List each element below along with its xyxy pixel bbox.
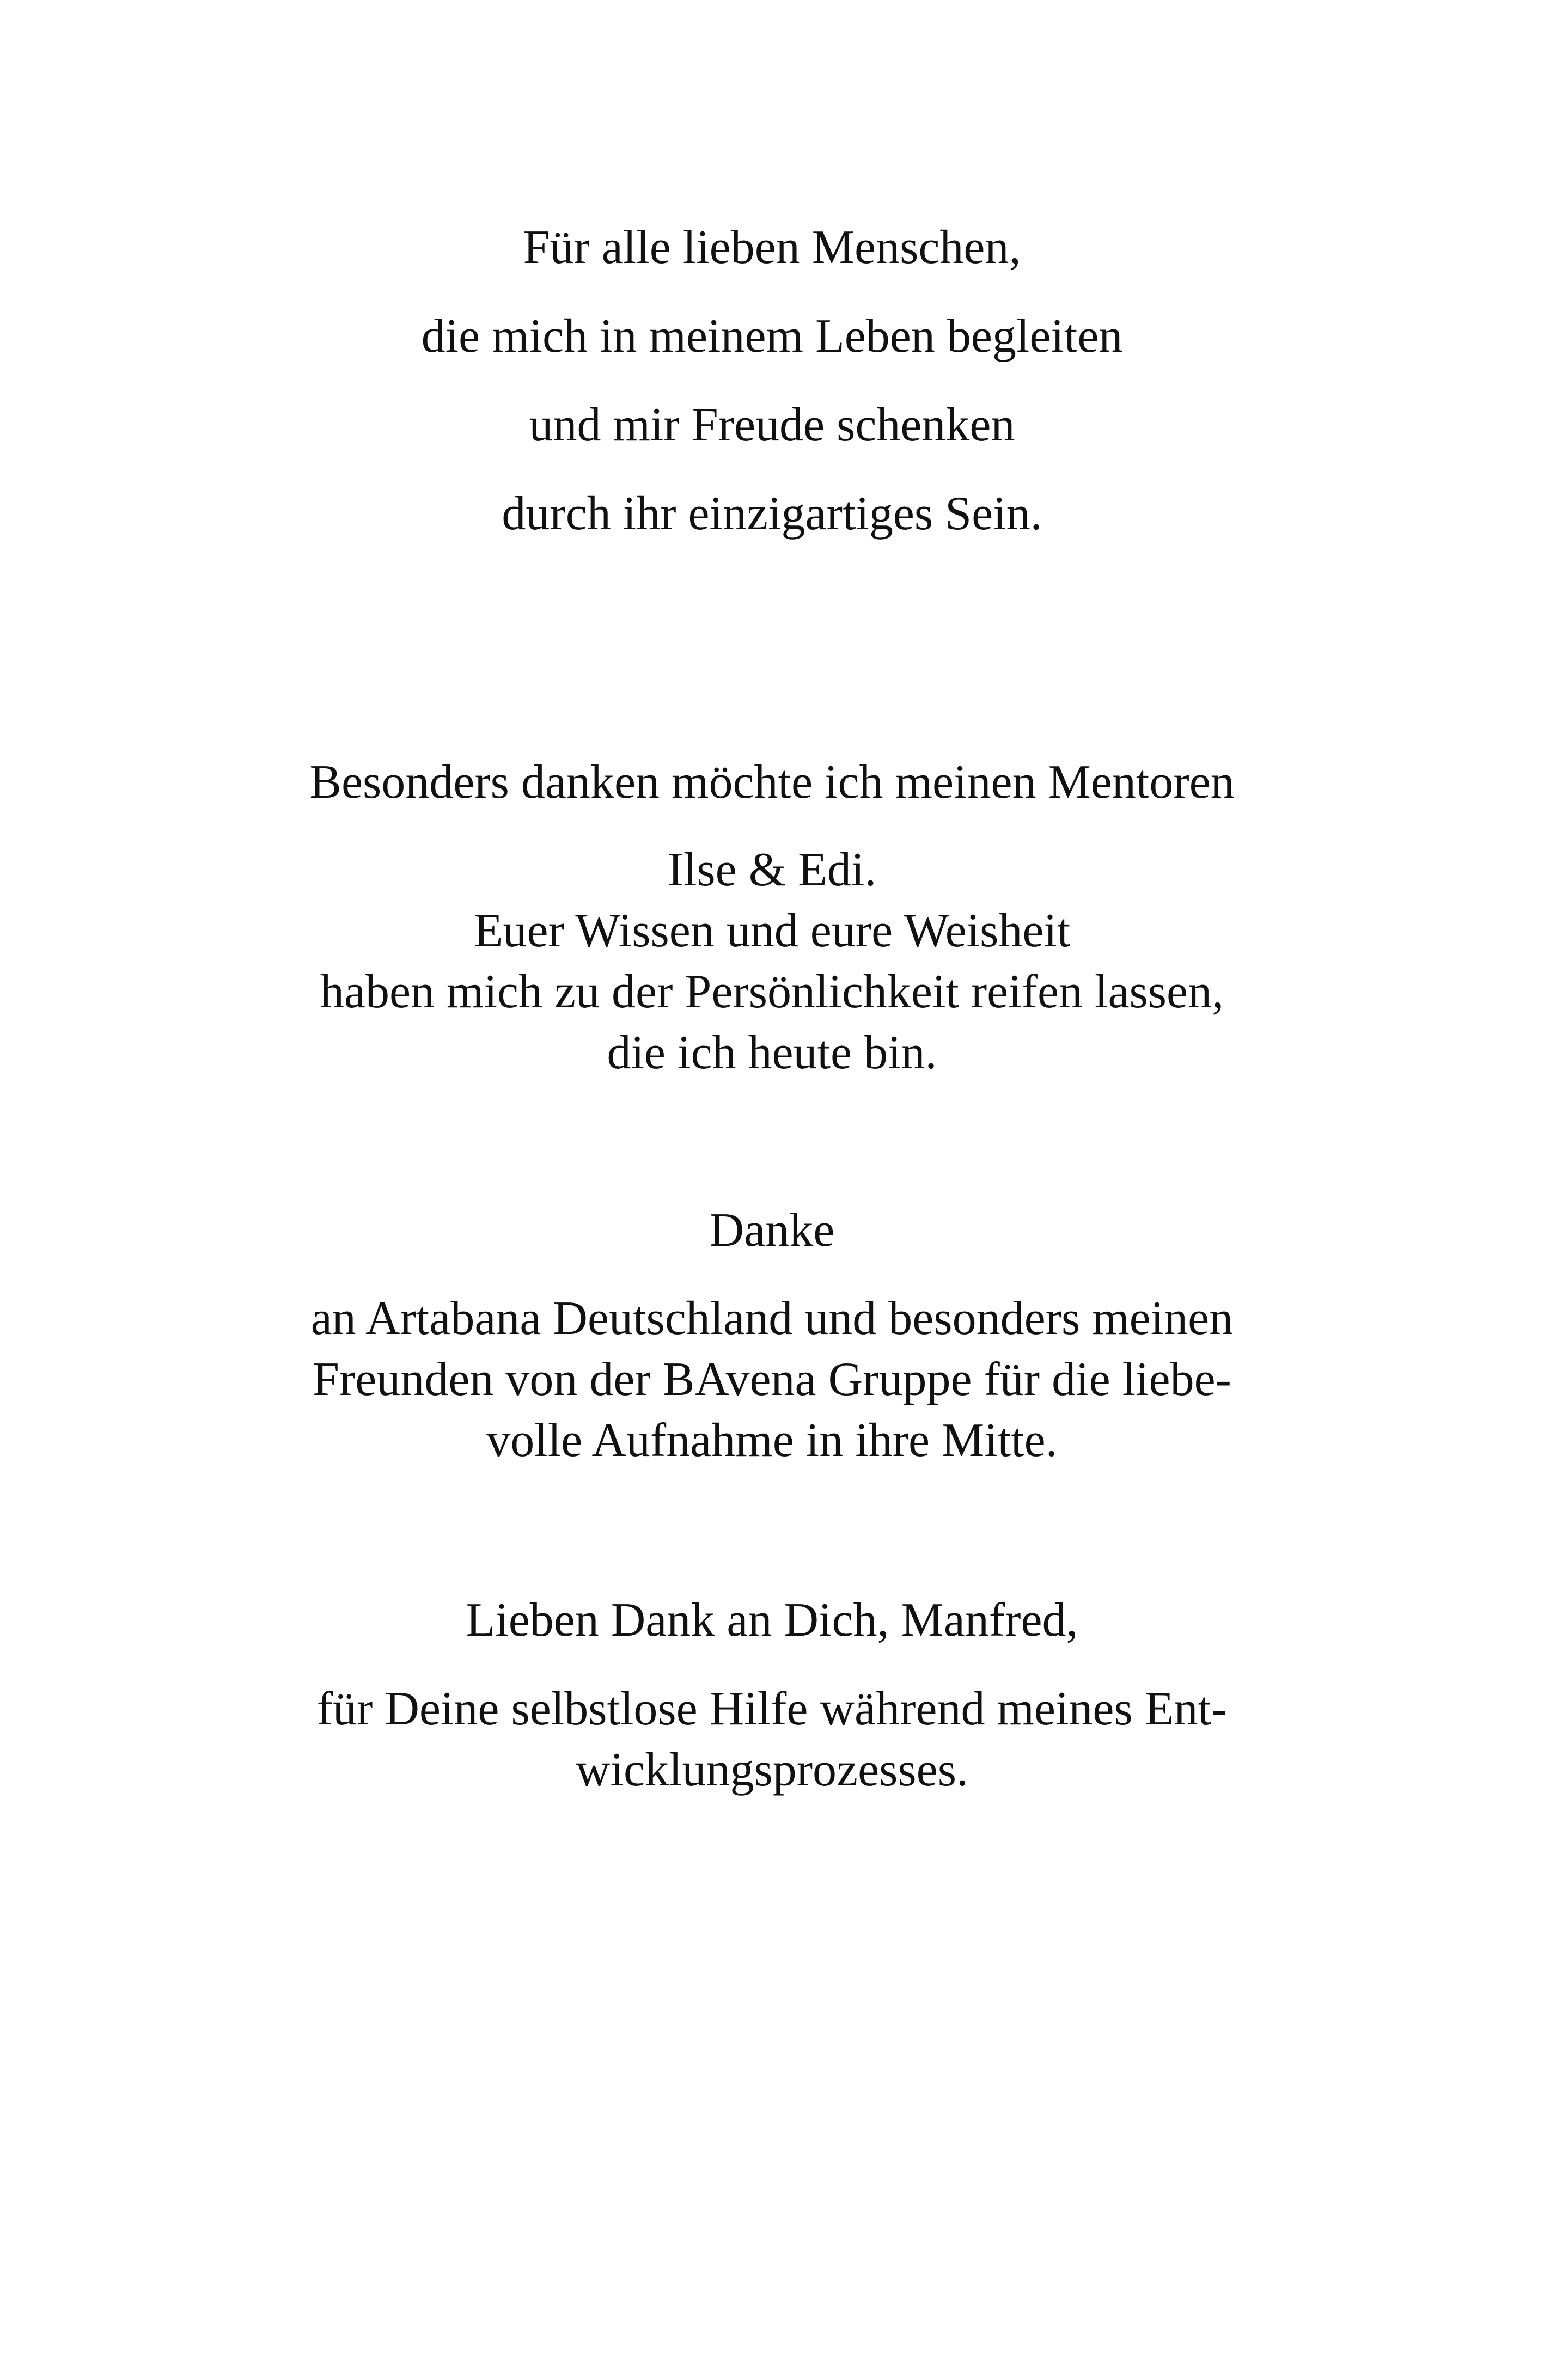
dedication-line: Für alle lieben Menschen, [523, 221, 1021, 274]
mentors-line: Euer Wissen und eure Weisheit [473, 904, 1071, 957]
thanks-manfred-line: für Deine selbstlose Hilfe während meines Ent- [316, 1682, 1228, 1735]
thanks-manfred-heading: Lieben Dank an Dich, Manfred, [466, 1594, 1078, 1647]
thanks-group-line: Freunden von der BAvena Gruppe für die liebe- [313, 1353, 1231, 1406]
thanks-manfred-line: wicklungsprozesses. [576, 1743, 968, 1796]
dedication-line: durch ihr einzigartiges Sein. [502, 487, 1042, 540]
mentors-line: haben mich zu der Persönlichkeit reifen lassen, [320, 965, 1224, 1018]
mentors-line: Ilse & Edi. [667, 843, 877, 896]
thanks-heading: Danke [709, 1204, 835, 1257]
thanks-group-line: an Artabana Deutschland und besonders meinen [310, 1292, 1234, 1345]
dedication-line: und mir Freude schenken [529, 399, 1015, 451]
dedication-line: die mich in meinem Leben begleiten [421, 310, 1123, 363]
thanks-group-line: volle Aufnahme in ihre Mitte. [486, 1414, 1058, 1467]
mentors-line: die ich heute bin. [607, 1026, 937, 1079]
mentors-intro: Besonders danken möchte ich meinen Mentoren [309, 756, 1235, 809]
